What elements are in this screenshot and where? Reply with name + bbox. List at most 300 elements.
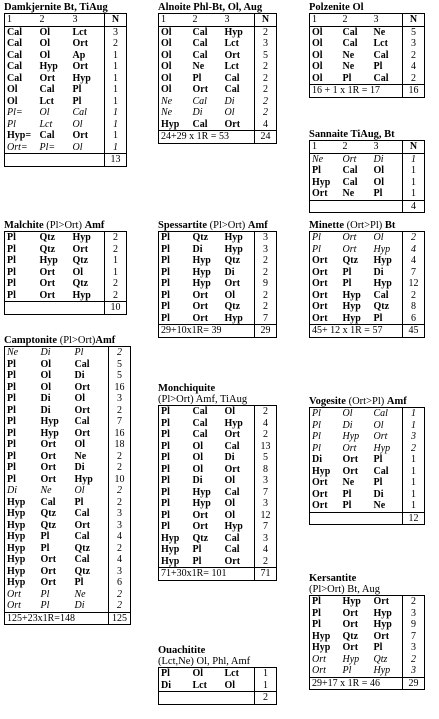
mineral-cell: Ol — [39, 26, 51, 38]
table-row — [5, 370, 131, 382]
mineral-cell: Hyp — [39, 61, 58, 73]
footer-n: 12 — [403, 512, 425, 525]
row-count: 2 — [255, 556, 277, 568]
mineral-cell: Cal — [192, 429, 208, 441]
table-row — [5, 96, 127, 108]
mineral-cell: Pl — [161, 255, 170, 267]
mineral-cell: Ort — [312, 665, 326, 677]
mineral-cell: Cal — [192, 417, 208, 429]
table-row — [159, 119, 277, 131]
mineral-cell: Di — [373, 266, 384, 278]
mineral-table — [309, 140, 425, 213]
mineral-cell: Cal — [72, 107, 87, 119]
mineral-cell: Hyp — [161, 544, 180, 556]
mineral-cell: Hyp — [72, 72, 91, 84]
mineral-cell: Pl — [74, 496, 84, 508]
mineral-cell: Ort — [72, 61, 89, 73]
mineral-cell: Hyp — [224, 521, 243, 533]
table-footer — [159, 131, 277, 144]
mineral-cell: Ol — [192, 668, 204, 680]
row-count: 2 — [403, 654, 425, 666]
table-row — [159, 452, 277, 464]
row-count: 3 — [255, 498, 277, 510]
mineral-cell: Cal — [342, 38, 358, 50]
row-count: 2 — [255, 255, 277, 267]
table-row — [310, 313, 425, 325]
table-row — [5, 61, 127, 73]
row-count: 2 — [109, 600, 131, 612]
table-row — [159, 267, 277, 279]
mineral-cell: Pl — [7, 232, 16, 244]
mineral-cell: Ne — [312, 153, 324, 165]
title-name: Camptonite — [4, 335, 60, 346]
mineral-cell: Pl — [373, 61, 383, 73]
mineral-cell: Ol — [312, 61, 323, 73]
mineral-cell: Hyp — [373, 665, 391, 677]
table-row — [5, 382, 131, 394]
mineral-cell: Pl — [312, 596, 321, 608]
mineral-cell: Pl — [161, 289, 170, 301]
table-row — [5, 439, 131, 451]
mineral-cell: Lct — [39, 118, 53, 130]
table-row — [159, 232, 277, 244]
row-count: 2 — [255, 26, 277, 38]
mineral-cell: Hyp — [224, 312, 243, 324]
table-row — [5, 50, 127, 62]
table-row — [310, 665, 425, 677]
row-count: 3 — [255, 475, 277, 487]
block-subtitle — [158, 656, 277, 667]
block-subtitle — [309, 584, 425, 595]
mineral-cell: Ne — [74, 588, 86, 600]
mineral-cell: Di — [224, 266, 235, 278]
mineral-table — [158, 405, 277, 581]
mineral-cell: Qtz — [224, 255, 241, 267]
row-count: 16 — [109, 428, 131, 440]
block-title — [309, 220, 425, 231]
row-count: 1 — [105, 84, 127, 96]
mineral-cell: Pl — [161, 429, 170, 441]
table-header — [159, 14, 277, 27]
block-subtitle — [158, 394, 277, 405]
mineral-cell: Qtz — [192, 532, 209, 544]
footer-total: 24+29 x 1R = 53 — [159, 131, 255, 144]
mineral-cell: Cal — [192, 406, 208, 418]
mineral-cell: Pl — [373, 477, 383, 489]
mineral-table — [309, 13, 425, 98]
title-bold: Kersantite — [309, 573, 357, 584]
mineral-cell: Hyp — [373, 278, 392, 290]
footer-n: 125 — [109, 612, 131, 625]
mineral-cell: Ort — [40, 554, 57, 566]
table-row — [159, 429, 277, 441]
mineral-cell: Cal — [373, 49, 389, 61]
mineral-cell: Ol — [72, 141, 83, 153]
header-n: N — [255, 14, 277, 27]
row-count: 1 — [255, 680, 277, 692]
mineral-table — [4, 231, 127, 315]
mineral-cell: Ort= — [7, 141, 28, 153]
mineral-cell: Ol — [39, 107, 50, 119]
footer-n: 16 — [403, 85, 425, 98]
block-minette — [309, 220, 425, 338]
row-count: 18 — [109, 439, 131, 451]
row-count: 7 — [255, 521, 277, 533]
mineral-cell: Ort — [39, 278, 56, 290]
header-n: N — [105, 14, 127, 27]
mineral-cell: Ort — [312, 266, 328, 278]
title-ratio: (Ort>Pl) — [346, 220, 385, 231]
footer-total — [5, 302, 105, 315]
mineral-cell: Cal — [342, 165, 358, 177]
subtitle-ratio: (Pl>Ort) — [158, 394, 196, 405]
mineral-cell: Hyp — [342, 289, 361, 301]
block-title — [158, 2, 277, 13]
mineral-cell: Pl — [7, 381, 16, 393]
table-row — [310, 50, 425, 62]
row-count: 3 — [109, 566, 131, 578]
mineral-cell: Pl — [7, 370, 16, 382]
mineral-cell: Ol — [224, 406, 236, 418]
mineral-cell: Ol — [373, 165, 385, 177]
row-count: 2 — [403, 50, 425, 62]
title-minerals: Amf — [84, 220, 105, 231]
mineral-cell: Pl — [7, 278, 16, 290]
mineral-cell: Pl — [161, 266, 170, 278]
mineral-cell: Hyp — [342, 431, 360, 443]
table-row — [159, 301, 277, 313]
row-count: 3 — [255, 244, 277, 256]
mineral-cell: Ort — [312, 488, 328, 500]
row-count: 2 — [109, 497, 131, 509]
mineral-cell: Ort — [39, 72, 56, 84]
mineral-cell: Cal — [342, 176, 358, 188]
block-damkjernite — [4, 2, 127, 167]
mineral-cell: Pl — [161, 406, 170, 418]
block-spessartite — [158, 220, 277, 338]
mineral-cell: Ol — [192, 440, 204, 452]
mineral-cell: Ol — [224, 679, 236, 691]
mineral-cell: Ort — [373, 596, 390, 608]
table-row — [310, 165, 425, 177]
mineral-cell: Pl — [161, 509, 170, 521]
row-count: 6 — [109, 577, 131, 589]
mineral-cell: Pl — [161, 243, 170, 255]
mineral-cell: Ort — [74, 519, 91, 531]
table-row — [159, 556, 277, 568]
mineral-cell: Di — [224, 452, 235, 464]
mineral-cell: Ol — [373, 176, 385, 188]
table-row — [310, 443, 425, 455]
mineral-cell: Pl — [7, 266, 16, 278]
footer-total — [310, 200, 403, 213]
row-count: 4 — [109, 554, 131, 566]
mineral-cell: Di — [192, 107, 203, 119]
mineral-cell: Pl — [312, 408, 321, 420]
header-col: 3 — [71, 14, 105, 27]
footer-n: 29 — [255, 325, 277, 338]
mineral-cell: Qtz — [72, 255, 89, 267]
row-count: 1 — [403, 153, 425, 165]
row-count: 1 — [105, 73, 127, 85]
row-count: 2 — [255, 73, 277, 85]
mineral-cell: Ort — [224, 429, 241, 441]
mineral-cell: Pl — [7, 439, 16, 451]
table-row — [310, 278, 425, 290]
mineral-cell: Hyp — [40, 427, 59, 439]
mineral-cell: Hyp — [192, 498, 211, 510]
title-minerals: Bt — [384, 220, 396, 231]
mineral-cell: Ne — [192, 61, 205, 73]
mineral-cell: Pl — [161, 475, 170, 487]
block-title — [309, 396, 425, 407]
mineral-cell: Pl — [72, 84, 82, 96]
block-title — [4, 2, 127, 13]
table-row — [310, 466, 425, 478]
table-row — [310, 631, 425, 643]
row-count: 10 — [109, 474, 131, 486]
block-polzenite — [309, 2, 425, 98]
table-row — [5, 278, 127, 290]
table-row — [159, 406, 277, 418]
mineral-cell: Pl — [7, 416, 16, 428]
mineral-cell: Hyp — [7, 565, 26, 577]
table-row — [159, 73, 277, 85]
mineral-cell: Ort — [312, 301, 328, 313]
mineral-cell: Ne — [161, 107, 173, 119]
mineral-cell: Hyp — [373, 619, 392, 631]
mineral-cell: Qtz — [74, 542, 91, 554]
mineral-cell: Ne — [373, 500, 386, 512]
table-row — [310, 290, 425, 302]
subtitle-minerals: Bt, Aug — [347, 584, 380, 595]
mineral-cell: Pl — [7, 289, 16, 301]
mineral-cell: Hyp — [312, 176, 331, 188]
mineral-cell: Ort — [39, 289, 56, 301]
mineral-cell: Ort — [40, 565, 57, 577]
row-count: 2 — [109, 451, 131, 463]
mineral-cell: Hyp — [72, 232, 91, 244]
table-row — [310, 61, 425, 73]
mineral-cell: Ol — [342, 408, 353, 420]
mineral-cell: Hyp — [192, 266, 211, 278]
mineral-cell: Ne — [7, 347, 19, 359]
table-row — [159, 50, 277, 62]
block-title — [309, 573, 425, 584]
mineral-cell: Di — [373, 488, 384, 500]
row-count: 2 — [255, 61, 277, 73]
mineral-cell: Cal — [373, 465, 389, 477]
row-count: 2 — [403, 232, 425, 244]
mineral-cell: Pl — [192, 555, 202, 567]
title-ratio: (Ort>Pl) — [348, 396, 387, 407]
block-sannaite — [309, 129, 425, 213]
mineral-cell: Ne — [342, 61, 355, 73]
table-row — [5, 107, 127, 119]
mineral-cell: Pl — [312, 243, 321, 255]
mineral-cell: Ol — [224, 475, 236, 487]
mineral-cell: Ol — [373, 232, 384, 244]
mineral-cell: Ap — [72, 49, 86, 61]
mineral-cell: Lct — [192, 679, 207, 691]
title-name: Malchite — [4, 220, 47, 231]
table-row — [5, 566, 131, 578]
row-count: 1 — [403, 420, 425, 432]
mineral-cell: Cal — [39, 84, 55, 96]
table-row — [5, 119, 127, 131]
mineral-table — [4, 346, 131, 625]
table-row — [5, 451, 131, 463]
block-title — [4, 220, 127, 231]
mineral-cell: Cal — [373, 408, 388, 420]
mineral-cell: Qtz — [40, 508, 57, 520]
mineral-cell: Di — [40, 393, 51, 405]
table-row — [5, 508, 131, 520]
row-count: 1 — [255, 668, 277, 680]
mineral-cell: Ort — [312, 477, 328, 489]
footer-total: 16 + 1 x 1R = 17 — [310, 85, 403, 98]
title-bold: Polzenite Ol — [309, 2, 364, 13]
mineral-cell: Ort — [342, 454, 359, 466]
mineral-cell: Cal — [74, 416, 90, 428]
title-minerals: Amf — [95, 335, 116, 346]
mineral-cell: Hyp — [342, 301, 361, 313]
mineral-cell: Lct — [39, 95, 54, 107]
mineral-cell: Ne — [342, 49, 355, 61]
mineral-cell: Pl — [161, 417, 170, 429]
table-row — [310, 26, 425, 38]
mineral-cell: Ol — [39, 38, 51, 50]
block-title — [4, 335, 131, 346]
row-count: 7 — [109, 416, 131, 428]
mineral-cell: Cal — [192, 95, 207, 107]
mineral-cell: Pl — [74, 577, 84, 589]
table-row — [5, 142, 127, 154]
mineral-cell: Di — [7, 485, 17, 497]
mineral-table — [158, 231, 277, 338]
title-bold: Monchiquite — [158, 383, 216, 394]
row-count: 1 — [105, 107, 127, 119]
mineral-cell: Ort — [312, 312, 328, 324]
mineral-cell: Hyp — [7, 542, 26, 554]
row-count: 1 — [403, 466, 425, 478]
mineral-cell: Pl — [161, 486, 170, 498]
block-monchiquite — [158, 383, 277, 581]
mineral-cell: Hyp — [161, 532, 180, 544]
row-count: 5 — [255, 452, 277, 464]
mineral-cell: Ol — [312, 26, 323, 38]
footer-n: 71 — [255, 568, 277, 581]
table-header — [5, 14, 127, 27]
mineral-cell: Pl — [72, 95, 82, 107]
mineral-cell: Pl — [192, 544, 202, 556]
row-count: 1 — [403, 489, 425, 501]
mineral-cell: Hyp — [7, 496, 26, 508]
block-camptonite — [4, 335, 131, 625]
mineral-cell: Qtz — [373, 301, 390, 313]
mineral-cell: Cal — [224, 440, 240, 452]
subtitle-minerals: Ol, Phl, Amf — [196, 656, 251, 667]
mineral-cell: Pl= — [39, 141, 56, 153]
footer-n: 2 — [255, 692, 277, 705]
mineral-table — [309, 407, 425, 525]
table-row — [5, 428, 131, 440]
mineral-cell: Ort — [373, 431, 388, 443]
row-count: 2 — [105, 232, 127, 244]
table-row — [5, 474, 131, 486]
mineral-cell: Lct — [72, 26, 87, 38]
footer-total: 29+17 x 1R = 46 — [310, 677, 403, 690]
header-col: 1 — [310, 141, 341, 154]
mineral-cell: Ol — [161, 84, 172, 96]
mineral-cell: Ort — [342, 153, 357, 165]
mineral-cell: Pl — [40, 600, 50, 612]
mineral-cell: Ort — [74, 381, 91, 393]
footer-n: 4 — [403, 200, 425, 213]
mineral-cell: Pl — [312, 442, 321, 454]
table-footer — [5, 302, 127, 315]
row-count: 1 — [403, 500, 425, 512]
table-footer — [159, 692, 277, 705]
row-count: 12 — [403, 278, 425, 290]
table-row — [5, 244, 127, 256]
mineral-cell: Hyp — [7, 577, 26, 589]
table-row — [5, 130, 127, 142]
table-row — [5, 232, 127, 244]
mineral-cell: Ort — [40, 577, 57, 589]
row-count: 1 — [105, 96, 127, 108]
table-row — [310, 477, 425, 489]
row-count: 3 — [255, 38, 277, 50]
subtitle-minerals: Amf, TiAug — [195, 394, 248, 405]
mineral-cell: Pl — [373, 642, 383, 654]
mineral-cell: Ort — [192, 521, 209, 533]
table-row — [310, 489, 425, 501]
mineral-cell: Ort — [72, 243, 89, 255]
table-footer — [310, 200, 425, 213]
table-row — [159, 107, 277, 119]
footer-n: 24 — [255, 131, 277, 144]
mineral-cell: Ort — [224, 463, 241, 475]
row-count: 4 — [255, 119, 277, 131]
row-count: 1 — [105, 119, 127, 131]
mineral-cell: Cal — [192, 38, 208, 50]
mineral-cell: Ort — [74, 404, 91, 416]
mineral-cell: Pl — [7, 404, 16, 416]
title-name: Minette — [309, 220, 347, 231]
table-row — [5, 84, 127, 96]
row-count: 2 — [403, 443, 425, 455]
mineral-cell: Ne — [74, 450, 87, 462]
table-row — [310, 73, 425, 85]
mineral-cell: Lct — [373, 38, 388, 50]
row-count: 2 — [255, 96, 277, 108]
mineral-cell: Ol — [40, 381, 52, 393]
mineral-cell: Pl — [161, 668, 170, 680]
mineral-cell: Ol — [161, 61, 172, 73]
mineral-cell: Pl — [7, 393, 16, 405]
mineral-cell: Pl — [7, 462, 16, 474]
mineral-cell: Hyp — [373, 607, 392, 619]
mineral-cell: Pl — [7, 118, 16, 130]
table-row — [159, 680, 277, 692]
row-count: 5 — [403, 26, 425, 38]
table-row — [5, 290, 127, 302]
mineral-cell: Ol — [40, 358, 52, 370]
mineral-cell: Ol — [224, 498, 236, 510]
table-row — [159, 26, 277, 38]
mineral-cell: Di — [74, 600, 85, 612]
